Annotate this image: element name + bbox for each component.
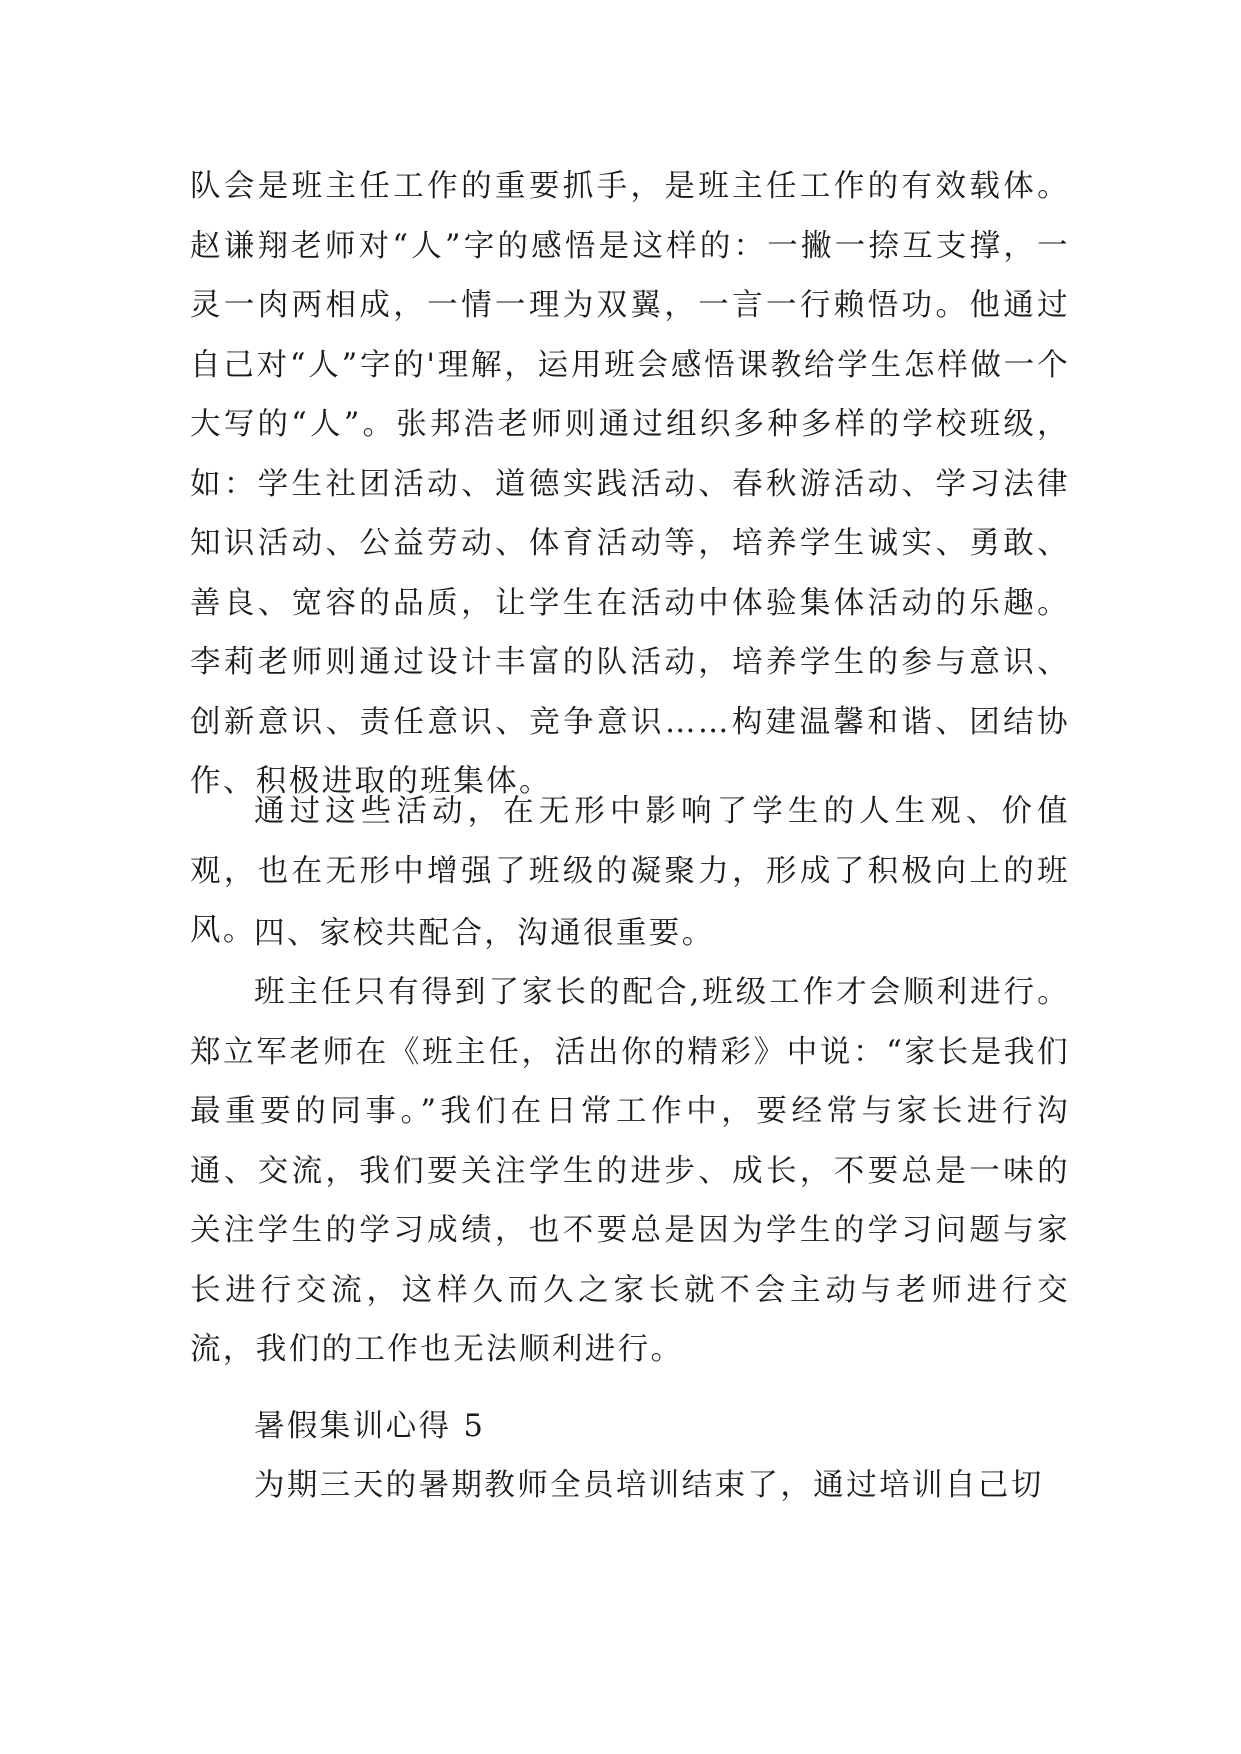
paragraph-text: 为期三天的暑期教师全员培训结束了，通过培训自己切 [254, 1468, 1044, 1503]
body-paragraph [190, 963, 1070, 1380]
body-paragraph [190, 1456, 1070, 1516]
body-paragraph [190, 157, 1070, 812]
paragraph-text: 队会是班主任工作的重要抓手，是班主任工作的有效载体。赵谦翔老师对“人”字的感悟是这样的：一撇一捺互支撑，一灵一肉两相成，一情一理为双翼，一言一行赖悟功。他通过自己对“人”字的'理解，运用班会感悟课教给学生怎样做一个大写的“人”。张邦浩老师则通过组织多种多样的学校班级，如：学生社团活动、道德实践活动、春秋游活动、学习法律知识活动、公益劳动、体育活动等，培养学生诚实、勇敢、善良、宽容的品质，让学生在活动中体验集体活动的乐趣。李莉老师则通过设计丰富的队活动，培养学生的参与意识、创新意识、责任意识、竞争意识……构建温馨和谐、团结协作、积极进取的班集体。 [190, 169, 1070, 799]
paragraph-text: 班主任只有得到了家长的配合,班级工作才会顺利进行。郑立军老师在《班主任，活出你的精彩》中说：“家长是我们最重要的同事。”我们在日常工作中，要经常与家长进行沟通、交流，我们要关注学生的进步、成长，不要总是一味的关注学生的学习成绩，也不要总是因为学生的学习问题与家长进行交流，这样久而久之家长就不会主动与老师进行交流，我们的工作也无法顺利进行。 [190, 975, 1070, 1367]
paragraph-text: 通过这些活动，在无形中影响了学生的人生观、价值观，也在无形中增强了班级的凝聚力，形成了积极向上的班风。 [190, 794, 1070, 948]
section-heading [254, 904, 1070, 964]
article-title-text: 暑假集训心得 5 [254, 1409, 486, 1444]
section-heading-text: 四、家校共配合，沟通很重要。 [254, 916, 715, 951]
article-title [254, 1397, 1070, 1457]
